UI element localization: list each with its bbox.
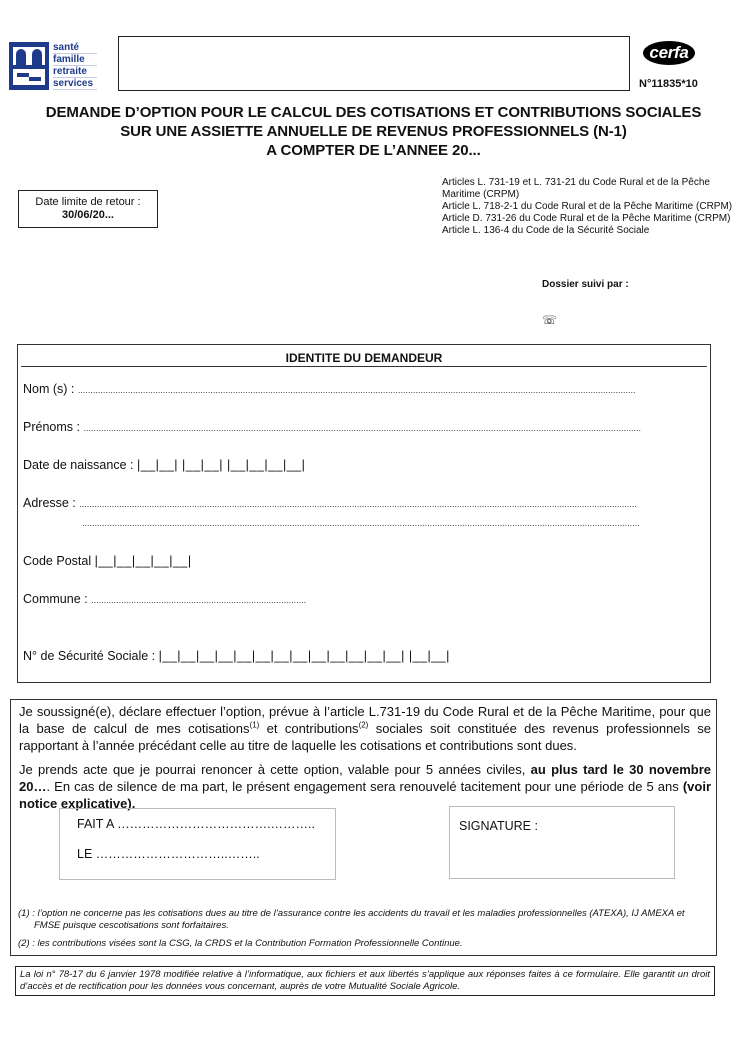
adresse-line-2[interactable]: ...............................................................................................................................................................................................................................: [82, 518, 640, 528]
dossier-label: Dossier suivi par :: [542, 279, 629, 290]
signature-label: SIGNATURE :: [459, 819, 538, 833]
declaration-paragraph-1: Je soussigné(e), déclare effectuer l’option, prévue à l’article L.731-19 du Code Rural et de la Pêche Maritime, pour que la base de calcul de mes cotisations$^{(1)}$ et contributions$^{(2)}$ sociales soit constituée des revenus professionnels se rapportant à l’année précédant celle au titre de laquelle les cotisations et contributions sont dues.: [19, 704, 711, 753]
legal-articles: [442, 177, 742, 237]
prenoms-field[interactable]: [23, 420, 641, 434]
identity-title: IDENTITE DU DEMANDEUR: [21, 345, 707, 367]
article-ref: Article D. 731-26 du Code Rural et de la Pêche Maritime (CRPM): [442, 213, 731, 224]
article-ref: Article L. 136-4 du Code de la Sécurité Sociale: [442, 225, 650, 236]
article-ref: Article L. 718-2-1 du Code Rural et de la Pêche Maritime (CRPM): [442, 201, 733, 212]
cerfa-logo: cerfa: [643, 41, 695, 65]
le-field[interactable]: LE …………………………..……..: [77, 847, 260, 861]
phone-icon: ☏: [542, 313, 558, 327]
adresse-field[interactable]: [23, 496, 637, 510]
code-postal-field[interactable]: [23, 554, 192, 568]
declaration-paragraph-2: Je prends acte que je pourrai renoncer à cette option, valable pour 5 années civiles, au plus tard le 30 novembre 20…. En cas de silence de ma part, le présent engagement sera renouvelé tacitement pour une période de 5 ans (voir notice explicative).: [19, 762, 711, 811]
logo-word: santé: [53, 42, 97, 54]
identity-section: [17, 344, 711, 683]
fait-a-field[interactable]: FAIT A ……………………………….………..: [77, 817, 315, 831]
deadline-label: Date limite de retour :: [35, 196, 141, 208]
logo-word: famille: [53, 54, 97, 66]
naissance-label: Date de naissance :: [23, 458, 134, 472]
naissance-boxes[interactable]: |__|__| |__|__| |__|__|__|__|: [136, 458, 306, 472]
logo-word: services: [53, 78, 97, 90]
title-line-2: SUR UNE ASSIETTE ANNUELLE DE REVENUS PROFESSIONNELS (N-1): [120, 123, 627, 140]
commune-field[interactable]: [23, 592, 306, 606]
secu-field[interactable]: [23, 649, 450, 663]
secu-boxes[interactable]: |__|__|__|__|__|__|__|__|__|__|__|__|__| |__|__|: [158, 649, 450, 663]
prenoms-input-dots[interactable]: ...............................................................................................................................................................................................................................: [83, 423, 642, 433]
msa-logo: [9, 42, 113, 90]
naissance-field[interactable]: [23, 458, 305, 472]
nom-field[interactable]: [23, 382, 635, 396]
cerfa-number: N°11835*10: [639, 78, 698, 90]
deadline-box: [18, 190, 158, 228]
article-ref: Articles L. 731-19 et L. 731-21 du Code Rural et de la Pêche Maritime (CRPM): [442, 177, 710, 200]
nom-label: Nom (s) :: [23, 382, 75, 396]
nom-input-dots[interactable]: ...............................................................................................................................................................................................................................: [77, 385, 636, 395]
header-blank-box: [118, 36, 630, 91]
footnotes: [18, 908, 708, 956]
signature-box[interactable]: [449, 806, 675, 879]
fait-le-box[interactable]: [59, 808, 336, 880]
deadline-value: 30/06/20...: [62, 209, 114, 221]
title-line-1: DEMANDE D’OPTION POUR LE CALCUL DES COTISATIONS ET CONTRIBUTIONS SOCIALES: [45, 104, 702, 121]
footnote-1: (1) : l’option ne concerne pas les cotisations dues au titre de l’assurance contre les accidents du travail et les maladies professionnelles (ATEXA), IJ AMEXA et FMSE puisque cescotisations sont forfaitaires.: [18, 908, 685, 931]
adresse-field-2[interactable]: [82, 515, 640, 529]
footnote-2: (2) : les contributions visées sont la CSG, la CRDS et la Contribution Formation Professionnelle Continue.: [18, 938, 463, 949]
logo-word: retraite: [53, 66, 97, 78]
msa-logo-mark-icon: [9, 42, 49, 90]
form-title: [0, 103, 747, 160]
cnil-notice: La loi n° 78-17 du 6 janvier 1978 modifiée relative à l’informatique, aux fichiers et aux libertés s’applique aux réponses faites à ce formulaire. Elle garantit un droit d’accès et de rectification pour les données vous concernant, auprès de votre Mutualité Sociale Agricole.: [15, 966, 715, 996]
title-line-3: A COMPTER DE L’ANNEE 20...: [266, 142, 481, 159]
commune-input-dots[interactable]: ......................................................................................: [91, 595, 307, 605]
commune-label: Commune :: [23, 592, 88, 606]
adresse-line-1[interactable]: ...............................................................................................................................................................................................................................: [79, 499, 637, 509]
prenoms-label: Prénoms :: [23, 420, 80, 434]
code-postal-label: Code Postal: [23, 554, 92, 568]
code-postal-boxes[interactable]: |__|__|__|__|__|: [94, 554, 192, 568]
secu-label: N° de Sécurité Sociale :: [23, 649, 156, 663]
adresse-label: Adresse :: [23, 496, 76, 510]
